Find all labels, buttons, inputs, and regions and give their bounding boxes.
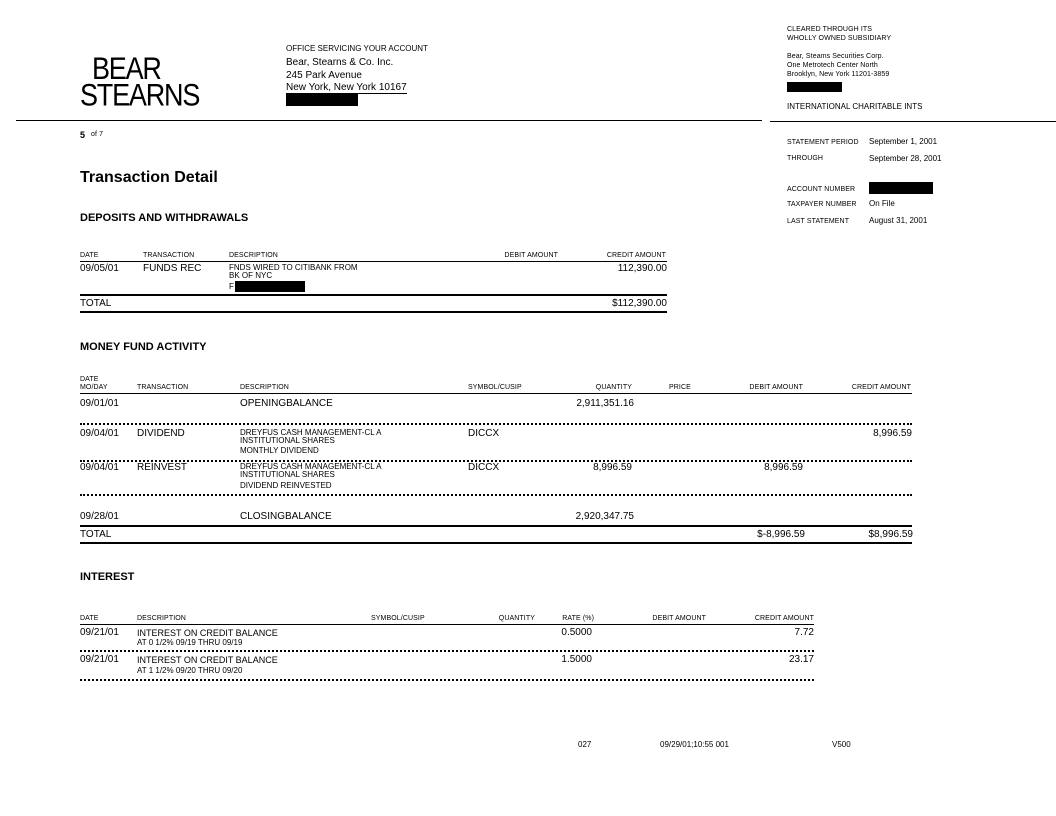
office-street: 245 Park Avenue <box>286 70 362 81</box>
footer-code: 027 <box>578 740 592 749</box>
page-number: 5 <box>80 130 86 140</box>
mf-row2-date: 09/04/01 <box>80 462 119 473</box>
mf-col-symbol: SYMBOL/CUSIP <box>468 384 522 391</box>
redacted-block <box>235 281 305 292</box>
cleared-line-1: CLEARED THROUGH ITS <box>787 26 873 33</box>
page-of: of 7 <box>91 131 104 138</box>
office-heading: OFFICE SERVICING YOUR ACCOUNT <box>286 44 428 53</box>
dep-row-desc-2: BK OF NYC <box>229 271 273 280</box>
dep-total-rule-bottom <box>80 311 667 313</box>
period-value: September 1, 2001 <box>869 137 938 146</box>
interest-heading: INTEREST <box>80 571 135 583</box>
taxpayer-label: TAXPAYER NUMBER <box>787 201 857 208</box>
dep-header-rule <box>80 261 667 262</box>
int-col-credit: CREDIT AMOUNT <box>754 615 814 622</box>
bear-stearns-logo <box>80 51 200 113</box>
int-row1-date: 09/21/01 <box>80 627 119 638</box>
dep-row-credit: 112,390.00 <box>617 263 667 274</box>
period-label: STATEMENT PERIOD <box>787 139 859 146</box>
mf-row1-date: 09/04/01 <box>80 428 119 439</box>
redacted-block <box>286 94 358 106</box>
money-fund-heading: MONEY FUND ACTIVITY <box>80 341 207 353</box>
dep-total-rule-top <box>80 294 667 296</box>
mf-row2-quantity: 8,996.59 <box>593 462 632 473</box>
mf-row2-desc-1: DREYFUS CASH MANAGEMENT-CL A <box>240 462 382 471</box>
mf-col-transaction: TRANSACTION <box>137 384 189 391</box>
through-value: September 28, 2001 <box>869 154 942 163</box>
mf-row2-desc-2: INSTITUTIONAL SHARES <box>240 470 335 479</box>
int-row2-rate: 1.5000 <box>561 654 592 665</box>
int-col-symbol: SYMBOL/CUSIP <box>371 615 425 622</box>
mf-row2-transaction: REINVEST <box>137 462 188 473</box>
mf-row1-credit: 8,996.59 <box>873 428 912 439</box>
int-col-rate: RATE (%) <box>562 615 594 622</box>
int-col-quantity: QUANTITY <box>498 615 535 622</box>
account-number-label: ACCOUNT NUMBER <box>787 186 856 193</box>
int-dotted-rule <box>80 679 814 681</box>
footer-timestamp: 09/29/01;10:55 001 <box>660 740 729 749</box>
dep-col-description: DESCRIPTION <box>229 252 278 259</box>
mf-col-price: PRICE <box>669 384 691 391</box>
int-col-date: DATE <box>80 615 99 622</box>
mf-total-rule-bottom <box>80 542 912 544</box>
mf-dotted-rule <box>80 494 912 496</box>
mf-col-date-2: MO/DAY <box>80 384 108 391</box>
int-row2-desc-1: INTEREST ON CREDIT BALANCE <box>137 655 278 665</box>
mf-row2-debit: 8,996.59 <box>764 462 803 473</box>
redacted-account-number <box>869 182 933 194</box>
last-statement-label: LAST STATEMENT <box>787 218 850 225</box>
mf-dotted-rule <box>80 423 912 425</box>
mf-header-rule <box>80 393 912 394</box>
dep-total-credit: $112,390.00 <box>612 298 667 309</box>
int-row1-rate: 0.5000 <box>561 627 592 638</box>
account-name: INTERNATIONAL CHARITABLE INTS <box>787 102 923 111</box>
mf-row2-symbol: DICCX <box>468 462 500 473</box>
mf-row2-desc-3: DIVIDEND REINVESTED <box>240 481 332 490</box>
logo-line-2: STEARNS <box>80 77 200 113</box>
dep-row-desc-3: F <box>229 282 234 291</box>
mf-opening-quantity: 2,911,351.16 <box>576 398 634 409</box>
int-row2-date: 09/21/01 <box>80 654 119 665</box>
mf-total-rule-top <box>80 525 912 527</box>
int-row1-desc-1: INTEREST ON CREDIT BALANCE <box>137 628 278 638</box>
mf-col-date-1: DATE <box>80 376 99 383</box>
dep-row-transaction: FUNDS REC <box>143 263 202 274</box>
mf-total-debit: $-8,996.59 <box>757 529 805 540</box>
mf-col-description: DESCRIPTION <box>240 384 289 391</box>
dep-total-label: TOTAL <box>80 298 112 309</box>
last-statement-value: August 31, 2001 <box>869 216 928 225</box>
int-dotted-rule <box>80 650 814 652</box>
dep-col-debit: DEBIT AMOUNT <box>504 252 558 259</box>
cleared-addr-1: One Metrotech Center North <box>787 62 878 69</box>
mf-row1-symbol: DICCX <box>468 428 500 439</box>
dep-col-transaction: TRANSACTION <box>143 252 195 259</box>
mf-total-credit: $8,996.59 <box>868 529 913 540</box>
mf-opening-date: 09/01/01 <box>80 398 119 409</box>
mf-total-label: TOTAL <box>80 529 112 540</box>
int-header-rule <box>80 624 814 625</box>
header-rule-right <box>770 121 1056 122</box>
int-row1-desc-2: AT 0 1/2% 09/19 THRU 09/19 <box>137 638 243 647</box>
mf-col-debit: DEBIT AMOUNT <box>749 384 803 391</box>
mf-col-credit: CREDIT AMOUNT <box>851 384 911 391</box>
int-row2-credit: 23.17 <box>788 654 814 665</box>
office-name: Bear, Stearns & Co. Inc. <box>286 57 394 68</box>
cleared-addr-2: Brooklyn, New York 11201-3859 <box>787 71 890 78</box>
mf-row1-desc-2: INSTITUTIONAL SHARES <box>240 436 335 445</box>
mf-col-quantity: QUANTITY <box>595 384 632 391</box>
mf-closing-desc: CLOSINGBALANCE <box>240 511 332 522</box>
redacted-block <box>787 82 842 92</box>
footer-version: V500 <box>832 740 851 749</box>
through-label: THROUGH <box>787 155 824 162</box>
mf-closing-date: 09/28/01 <box>80 511 119 522</box>
mf-opening-desc: OPENINGBALANCE <box>240 398 333 409</box>
cleared-line-2: WHOLLY OWNED SUBSIDIARY <box>787 35 892 42</box>
office-city: New York, New York 10167 <box>286 82 407 93</box>
deposits-heading: DEPOSITS AND WITHDRAWALS <box>80 212 249 224</box>
dep-col-credit: CREDIT AMOUNT <box>606 252 666 259</box>
page-title: Transaction Detail <box>80 169 218 186</box>
mf-row1-desc-3: MONTHLY DIVIDEND <box>240 446 319 455</box>
dep-row-date: 09/05/01 <box>80 263 119 274</box>
logo-line-1: BEAR <box>92 51 161 86</box>
taxpayer-value: On File <box>869 199 895 208</box>
cleared-corp: Bear, Steams Securities Corp. <box>787 53 884 60</box>
int-row1-credit: 7.72 <box>794 627 814 638</box>
dep-col-date: DATE <box>80 252 99 259</box>
mf-closing-quantity: 2,920,347.75 <box>575 511 634 522</box>
header-rule <box>16 120 762 121</box>
mf-row1-desc-1: DREYFUS CASH MANAGEMENT-CL A <box>240 428 382 437</box>
int-row2-desc-2: AT 1 1/2% 09/20 THRU 09/20 <box>137 666 243 675</box>
int-col-debit: DEBIT AMOUNT <box>652 615 706 622</box>
int-col-description: DESCRIPTION <box>137 615 186 622</box>
dep-row-desc-1: FNDS WIRED TO CITIBANK FROM <box>229 263 358 272</box>
mf-row1-transaction: DIVIDEND <box>137 428 185 439</box>
